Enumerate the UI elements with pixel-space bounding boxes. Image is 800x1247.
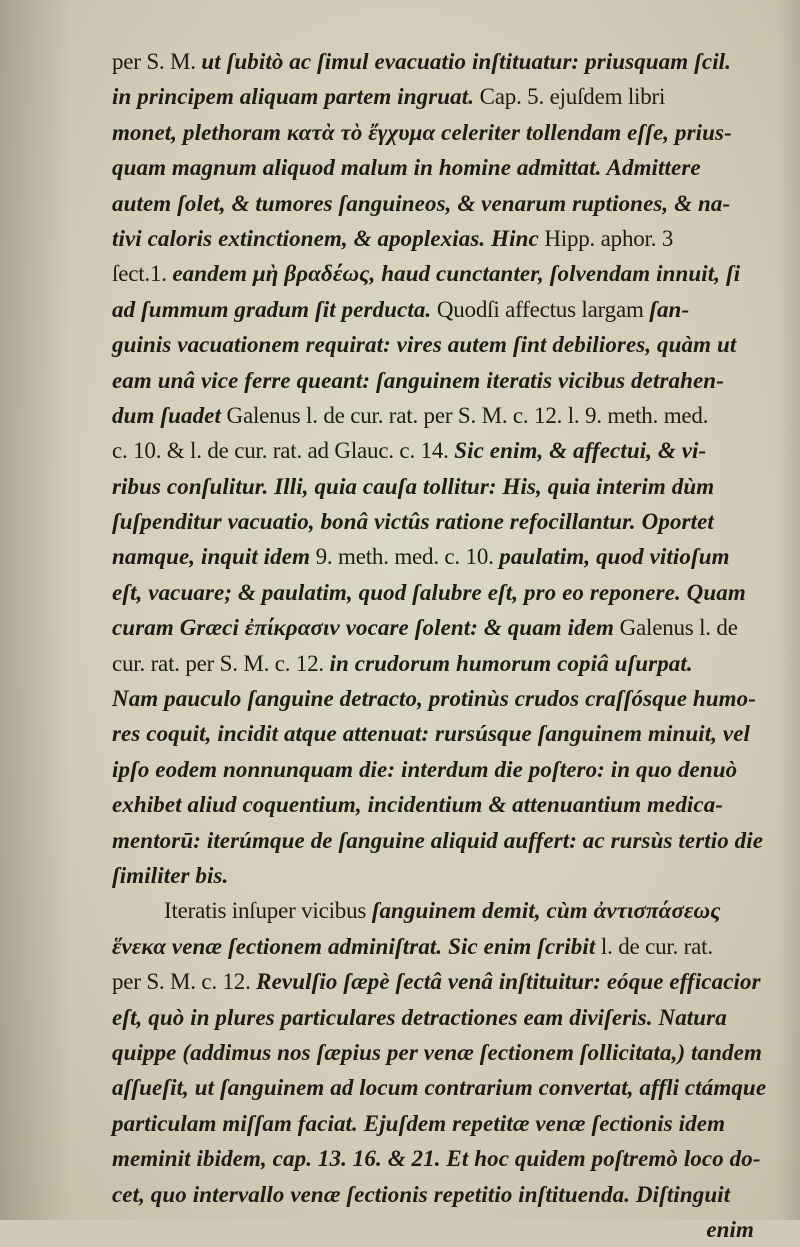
text-line	[112, 823, 794, 858]
text-line	[112, 929, 794, 964]
italic-run: cet, quo intervallo venæ ſectionis repetitio inſtituenda. Diſtinguit	[112, 1181, 731, 1207]
italic-run: monet, plethoram κατὰ τὸ ἔγχυμα celeriter tollendam eſſe, prius-	[112, 119, 732, 145]
italic-run: ribus conſulitur. Illi, quia cauſa tollitur: His, quia interim dùm	[112, 473, 715, 499]
text-line	[112, 716, 794, 751]
text-line	[112, 610, 794, 645]
roman-run: per S. M.	[112, 49, 202, 74]
text-line	[112, 1177, 794, 1212]
italic-run: ſuſpenditur vacuatio, bonâ victûs ratione refocillantur. Oportet	[112, 509, 714, 535]
italic-run: eſt, vacuare; & paulatim, quod ſalubre eſt, pro eo reponere. Quam	[112, 579, 746, 605]
italic-run: eandem μὴ βραδέως, haud cunctanter, ſolvendam innuit, ſi	[172, 261, 741, 287]
text-line	[112, 150, 794, 185]
italic-run: particulam miſſam faciat. Ejuſdem repetitæ venæ ſectionis idem	[112, 1110, 726, 1136]
italic-run: Sic enim, & affectui, & vi-	[454, 438, 707, 464]
roman-run: per S. M. c. 12.	[112, 969, 257, 995]
text-line	[112, 752, 794, 787]
italic-run: ſanguinem demit, cùm ἀντισπάσεως	[371, 898, 721, 924]
text-line	[112, 256, 794, 291]
italic-run: in crudorum humorum copiâ uſurpat.	[329, 650, 693, 676]
italic-run: Nam pauculo ſanguine detracto, protinùs crudos craſſósque humo-	[112, 686, 756, 712]
roman-run: Galenus l. de	[614, 615, 738, 641]
italic-run: ut ſubitò ac ſimul evacuatio inſtituatur: priusquam ſcil.	[201, 49, 732, 74]
text-line	[112, 858, 794, 893]
text-line	[112, 646, 794, 681]
italic-run: res coquit, incidit atque attenuat: rursúsque ſanguinem minuit, vel	[112, 721, 751, 747]
italic-run: quippe (addimus nos ſæpius per venæ ſectionem ſollicitata,) tandem	[112, 1039, 762, 1065]
text-line	[112, 186, 794, 221]
text-line	[112, 1070, 794, 1105]
roman-run: Cap. 5. ejuſdem libri	[474, 84, 666, 110]
italic-run: eſt, quò in plures particulares detractiones eam diviſeris. Natura	[112, 1004, 727, 1030]
italic-run: namque, inquit idem	[112, 544, 311, 570]
text-line	[112, 504, 794, 539]
italic-run: Revulſio ſæpè ſectâ venâ inſtituitur: eóque efficacior	[256, 969, 761, 995]
italic-run: aſſueſit, ut ſanguinem ad locum contrarium convertat, affli ctámque	[112, 1075, 767, 1101]
italic-run: autem ſolet, & tumores ſanguineos, & venarum ruptiones, & na-	[112, 190, 731, 216]
roman-run: c. 10. & l. de cur. rat. ad Glauc. c. 14.	[112, 438, 455, 464]
text-line	[112, 1141, 794, 1176]
italic-run: paulatim, quod vitioſum	[499, 544, 730, 570]
catchword-line	[112, 1212, 794, 1247]
text-line	[112, 1000, 794, 1035]
text-line	[112, 787, 794, 822]
italic-run: mentorū: iterúmque de ſanguine aliquid auffert: ac rursùs tertio die	[112, 827, 764, 853]
roman-run: Quodſi affectus largam	[431, 296, 650, 322]
italic-run: guinis vacuationem requirat: vires autem ſint debiliores, quàm ut	[112, 332, 737, 358]
roman-run: cur. rat. per S. M. c. 12.	[112, 650, 330, 676]
italic-run: quam magnum aliquod malum in homine admittat. Admittere	[112, 155, 701, 181]
text-line	[112, 681, 794, 716]
text-line	[112, 1106, 794, 1141]
italic-run: meminit ibidem, cap. 13. 16. & 21. Et hoc quidem poſtremò loco do-	[112, 1146, 761, 1172]
italic-run: exhibet aliud coquentium, incidentium & attenuantium medica-	[112, 792, 724, 818]
spine-shadow	[0, 0, 70, 1220]
roman-run: 9. meth. med. c. 10.	[310, 544, 500, 570]
italic-run: ſan-	[649, 296, 690, 322]
italic-run: ipſo eodem nonnunquam die: interdum die poſtero: in quo denuò	[112, 756, 738, 782]
italic-run: curam Græci ἐπίκρασιν vocare ſolent: & quam idem	[112, 615, 615, 641]
text-line	[112, 327, 794, 362]
italic-run: eam unâ vice ferre queant: ſanguinem iteratis vicibus detrahen-	[112, 367, 724, 393]
body-text	[112, 44, 794, 1247]
roman-run: Hipp. aphor. 3	[538, 225, 674, 251]
catchword: enim	[706, 1216, 754, 1242]
italic-run: ſimiliter bis.	[112, 862, 229, 888]
italic-run: dum ſuadet	[112, 402, 221, 428]
text-line	[112, 539, 794, 574]
text-line	[112, 575, 794, 610]
italic-run: ad ſummum gradum ſit perducta.	[112, 296, 432, 322]
roman-run: ſect.1.	[112, 261, 173, 287]
text-line	[112, 469, 794, 504]
roman-run: l. de cur. rat.	[595, 933, 713, 959]
text-line	[112, 1035, 794, 1070]
italic-run: ἕνεκα venæ ſectionem adminiſtrat. Sic enim ſcribit	[112, 933, 596, 959]
text-line	[112, 964, 794, 999]
text-line	[112, 363, 794, 398]
italic-run: in principem aliquam partem ingruat.	[112, 84, 475, 110]
roman-run: Galenus l. de cur. rat. per S. M. c. 12. l. 9. meth. med.	[220, 402, 709, 428]
text-line	[112, 433, 794, 468]
roman-run: Iteratis inſuper vicibus	[164, 898, 372, 924]
italic-run: tivi caloris extinctionem, & apoplexias. Hinc	[112, 225, 539, 251]
text-line	[112, 292, 794, 327]
text-line	[112, 115, 794, 150]
text-line	[112, 44, 794, 79]
text-line	[112, 893, 794, 928]
text-line	[112, 221, 794, 256]
text-line	[112, 398, 794, 433]
text-line	[112, 79, 794, 114]
